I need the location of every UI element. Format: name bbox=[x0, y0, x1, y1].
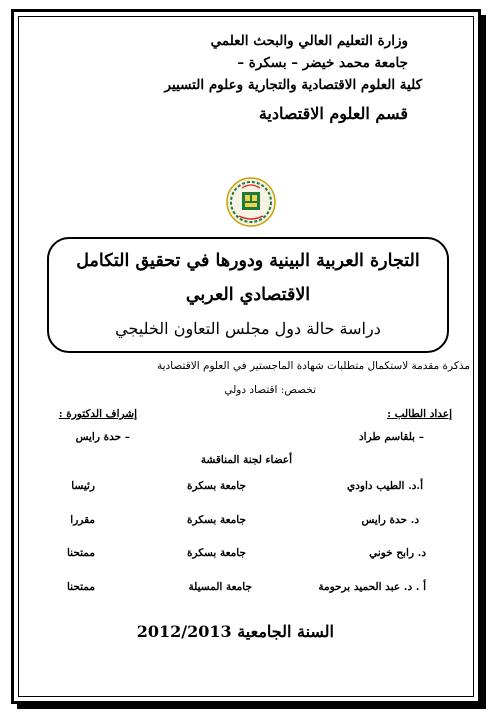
committee-member-university: جامعة بسكرة bbox=[186, 480, 246, 492]
academic-year: السنة الجامعية 2012/2013 bbox=[136, 622, 334, 641]
thesis-note: مذكرة مقدمة لاستكمال متطلبات شهادة الماجستير في العلوم الاقتصادية bbox=[157, 360, 470, 372]
specialization: تخصص: اقتصاد دولي bbox=[224, 384, 316, 396]
committee-member-name: أ.د. الطيب داودي bbox=[347, 480, 423, 492]
thesis-subtitle: دراسة حالة دول مجلس التعاون الخليجي bbox=[115, 319, 381, 338]
ministry-name: وزارة التعليم العالي والبحث العلمي bbox=[210, 33, 408, 49]
committee-member-role: ممتحنا bbox=[66, 581, 95, 593]
supervisor-name: – حدة رايس bbox=[75, 431, 130, 443]
committee-member-name: د. رابح خوني bbox=[369, 547, 426, 559]
thesis-title-line1: التجارة العربية البينية ودورها في تحقيق التكامل bbox=[76, 251, 420, 271]
committee-member-role: مقررا bbox=[70, 514, 95, 526]
committee-member-role: رئيسا bbox=[71, 480, 95, 492]
committee-member-name: أ . د. عبد الحميد برحومة bbox=[318, 581, 426, 593]
thesis-title-line2: الاقتصادي العربي bbox=[185, 285, 311, 305]
committee-title: أعضاء لجنة المناقشة bbox=[200, 454, 292, 466]
supervisor-label: إشراف الدكتورة : bbox=[58, 408, 137, 420]
university-logo-icon bbox=[225, 176, 277, 228]
thesis-title-box bbox=[47, 237, 449, 353]
committee-member-role: ممتحنا bbox=[66, 547, 95, 559]
page-shadow-bottom bbox=[17, 704, 486, 709]
page-shadow-right bbox=[481, 15, 486, 708]
department-name: قسم العلوم الاقتصادية bbox=[258, 104, 408, 123]
student-label: إعداد الطالب : bbox=[387, 408, 452, 420]
faculty-name: كلية العلوم الاقتصادية والتجارية وعلوم التسيير bbox=[164, 77, 422, 93]
committee-member-name: د. حدة رايس bbox=[361, 514, 419, 526]
committee-member-university: جامعة المسيلة bbox=[188, 581, 252, 593]
university-name: جامعة محمد خيضر – بسكرة – bbox=[237, 55, 408, 71]
committee-member-university: جامعة بسكرة bbox=[186, 547, 246, 559]
student-name: – بلقاسم طراد bbox=[359, 431, 424, 443]
committee-member-university: جامعة بسكرة bbox=[186, 514, 246, 526]
